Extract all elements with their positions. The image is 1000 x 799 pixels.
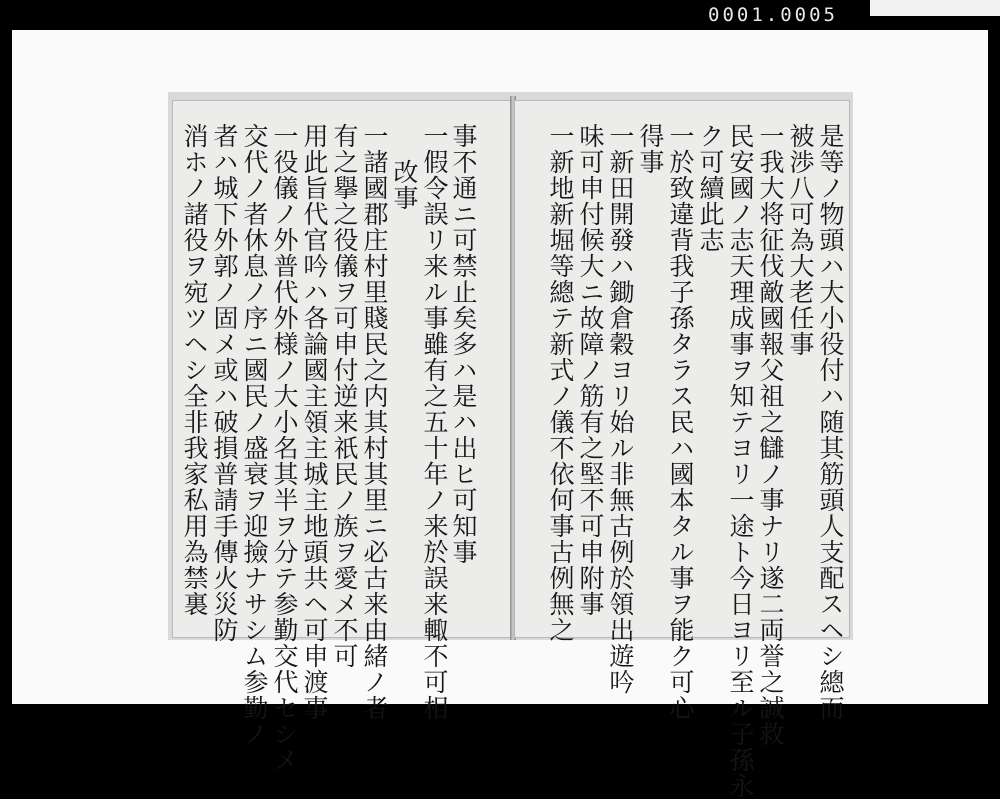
text-column: 一假令誤リ来ル事雖有之五十年ノ来於誤来輙不可相	[420, 123, 449, 721]
text-column: 一我大将征伐敵國報父祖之讎ノ事ナリ遂二両誉之誠救	[756, 123, 785, 747]
text-column: 味可申付候大ニ故障ノ筋有之堅不可申附事	[576, 123, 605, 617]
text-column: 一新地新堀等總テ新式ノ儀不依何事古例無之	[546, 123, 575, 643]
text-column: 是等ノ物頭ハ大小役付ハ随其筋頭人支配スヘシ總而	[816, 123, 845, 721]
text-column: 消ホノ諸役ヲ宛ツヘシ全非我家私用為禁裏	[180, 123, 209, 617]
text-column: 一役儀ノ外普代外様ノ大小名其半ヲ分テ参勤交代セシメ	[270, 123, 299, 773]
text-column: 得事	[636, 123, 665, 175]
frame-number: 0001.0005	[708, 4, 838, 26]
text-column: 事不通ニ可禁止矣多ハ是ハ出ヒ可知事	[449, 123, 478, 565]
left-page	[172, 100, 512, 773]
text-column: 一新田開發ハ鋤倉穀ヨリ始ル非無古例於領出遊吟	[606, 123, 635, 695]
text-column: 者ハ城下外郭ノ固メ或ハ破損普請手傳火災防	[210, 123, 239, 643]
right-page	[514, 100, 850, 799]
text-column: 民安國ノ志天理成事ヲ知テヨリ一途ト今日ヨリ至ル子孫永	[726, 123, 755, 799]
text-column: 用此旨代官吟ハ各論國主領主城主地頭共ヘ可申渡事	[300, 123, 329, 721]
text-column: 被渉八可為大老任事	[786, 123, 815, 357]
text-column: 有之擧之役儀ヲ可申付逆来祇民ノ族ヲ愛メ不可	[330, 123, 359, 669]
text-column: 改事	[390, 159, 419, 211]
frame-marker	[870, 0, 1000, 16]
text-column: 交代ノ者休息ノ序ニ國民ノ盛衰ヲ迎撿ナサシム参勤ノ	[240, 123, 269, 747]
text-column: 一於致違背我子孫タラス民ハ國本タル事ヲ能ク可心	[666, 123, 695, 721]
text-column: 一諸國郡庄村里賤民之内其村其里ニ必古来由緒ノ者	[360, 123, 389, 721]
text-column: ク可續此志	[696, 123, 725, 253]
